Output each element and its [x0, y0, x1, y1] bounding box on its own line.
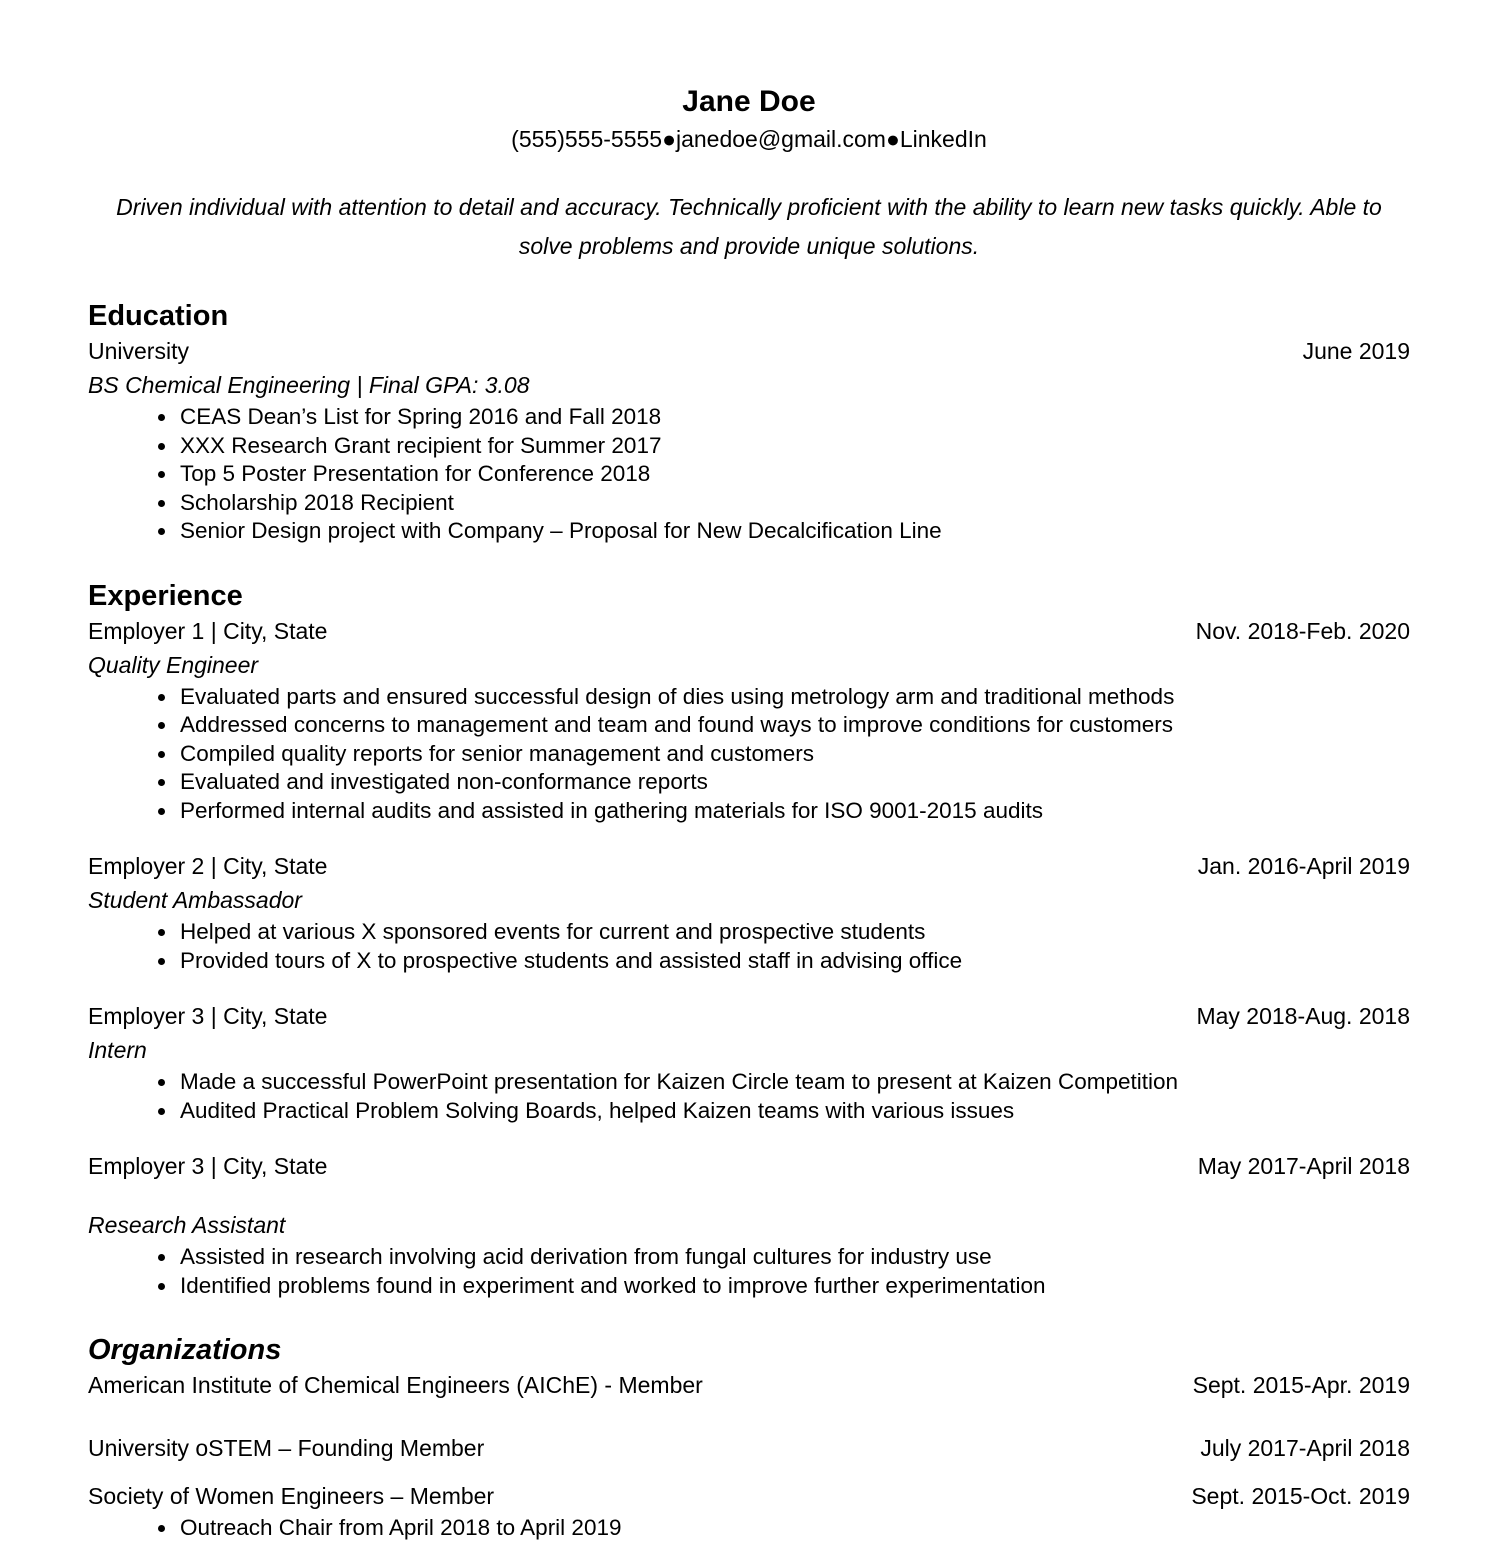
job-title: Quality Engineer: [88, 651, 259, 678]
employer-name: Employer 3 | City, State: [88, 1003, 328, 1029]
experience-heading: Experience: [88, 579, 243, 612]
contact-line: (555)555-5555●janedoe@gmail.com●LinkedIn: [511, 126, 987, 152]
employer-row: [88, 999, 1410, 1033]
employer-row: [88, 1149, 1410, 1183]
education-entry-row: [88, 334, 1410, 368]
job-bullet: • Helped at various X sponsored events for current and prospective students: [178, 918, 1410, 947]
education-bullet: • Senior Design project with Company – Proposal for New Decalcification Line: [178, 517, 1410, 546]
education-bullet: • XXX Research Grant recipient for Summer 2017: [178, 432, 1410, 461]
organizations-heading: Organizations: [88, 1334, 282, 1366]
organization-bullets: [88, 1514, 1410, 1543]
job-bullet: • Assisted in research involving acid derivation from fungal cultures for industry use: [178, 1243, 1410, 1272]
resume-header: [88, 84, 1410, 154]
education-bullet: • Scholarship 2018 Recipient: [178, 489, 1410, 518]
job-bullet: • Identified problems found in experiment and worked to improve further experimentation: [178, 1272, 1410, 1301]
education-bullets: [88, 403, 1410, 546]
job-bullet: • Made a successful PowerPoint presentation for Kaizen Circle team to present at Kaizen Competition: [178, 1068, 1410, 1097]
experience-entry: [88, 999, 1410, 1125]
employer-dates: Nov. 2018-Feb. 2020: [1195, 617, 1410, 644]
job-bullet: • Compiled quality reports for senior management and customers: [178, 740, 1410, 769]
education-bullet: • Top 5 Poster Presentation for Conference 2018: [178, 460, 1410, 489]
employer-dates: May 2018-Aug. 2018: [1196, 1003, 1410, 1029]
experience-entry: [88, 614, 1410, 826]
job-bullets: [88, 1068, 1410, 1125]
job-bullet: • Evaluated and investigated non-conformance reports: [178, 768, 1410, 797]
employer-row: [88, 614, 1410, 648]
organization-name: Society of Women Engineers – Member: [88, 1483, 495, 1509]
school-name: University: [88, 338, 189, 364]
employer-name: Employer 3 | City, State: [88, 1153, 328, 1179]
job-bullets: [88, 918, 1410, 975]
employer-name: Employer 2 | City, State: [88, 853, 328, 879]
organization-name: American Institute of Chemical Engineers (AIChE) - Member: [88, 1372, 703, 1398]
summary-statement: Driven individual with attention to detail and accuracy. Technically proficient with the ability to learn new tasks quickly. Able to solve problems and provide unique solutions.: [116, 194, 1382, 259]
organization-dates: Sept. 2015-Apr. 2019: [1192, 1372, 1410, 1398]
organization-bullet: • Outreach Chair from April 2018 to April 2019: [178, 1514, 1410, 1543]
job-bullet: • Audited Practical Problem Solving Boards, helped Kaizen teams with various issues: [178, 1097, 1410, 1126]
job-bullet: • Evaluated parts and ensured successful design of dies using metrology arm and traditional methods: [178, 683, 1410, 712]
job-bullets: [88, 683, 1410, 826]
section-organizations: [88, 1332, 1410, 1543]
organization-dates: July 2017-April 2018: [1200, 1435, 1410, 1461]
education-date: June 2019: [1302, 338, 1410, 364]
organization-row: [88, 1368, 1410, 1402]
job-bullet: • Addressed concerns to management and team and found ways to improve conditions for customers: [178, 711, 1410, 740]
job-bullet: • Performed internal audits and assisted in gathering materials for ISO 9001-2015 audits: [178, 797, 1410, 826]
degree-line: BS Chemical Engineering | Final GPA: 3.08: [88, 372, 530, 398]
education-bullet: • CEAS Dean’s List for Spring 2016 and Fall 2018: [178, 403, 1410, 432]
employer-dates: May 2017-April 2018: [1197, 1153, 1410, 1179]
job-title: Intern: [88, 1037, 147, 1063]
experience-entry: [88, 849, 1410, 975]
organization-name: University oSTEM – Founding Member: [88, 1435, 485, 1461]
experience-entry: [88, 1149, 1410, 1300]
job-title: Student Ambassador: [88, 887, 302, 913]
section-education: [88, 298, 1410, 546]
section-experience: [88, 578, 1410, 1301]
job-bullet: • Provided tours of X to prospective students and assisted staff in advising office: [178, 947, 1410, 976]
job-title: Research Assistant: [88, 1212, 286, 1238]
candidate-name: Jane Doe: [682, 85, 816, 118]
organization-dates: Sept. 2015-Oct. 2019: [1191, 1483, 1410, 1509]
employer-name: Employer 1 | City, State: [88, 617, 328, 644]
education-heading: Education: [88, 300, 229, 332]
employer-row: [88, 849, 1410, 883]
organization-row: [88, 1479, 1410, 1513]
organization-row: [88, 1431, 1410, 1465]
job-bullets: [88, 1243, 1410, 1300]
employer-dates: Jan. 2016-April 2019: [1197, 853, 1410, 879]
